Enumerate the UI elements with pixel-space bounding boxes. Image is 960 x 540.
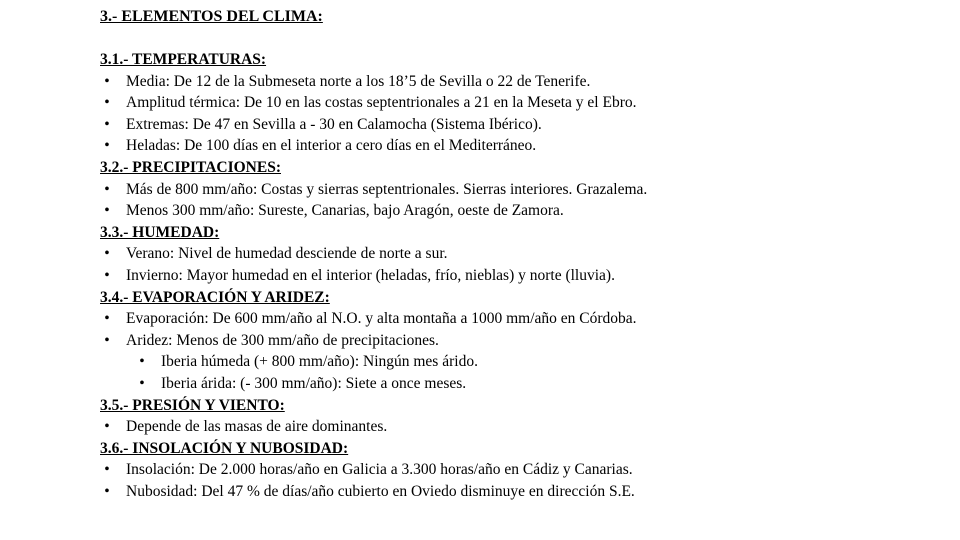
list-item xyxy=(100,114,940,136)
list-item-text: Insolación: De 2.000 horas/año en Galicia a 3.300 horas/año en Cádiz y Canarias. xyxy=(126,461,633,479)
bullet-icon: • xyxy=(104,180,110,198)
bullet-icon: • xyxy=(104,94,110,112)
bullet-icon: • xyxy=(104,137,110,155)
list-item xyxy=(100,308,940,330)
bullet-icon: • xyxy=(104,331,110,349)
list-item-text: Más de 800 mm/año: Costas y sierras septentrionales. Sierras interiores. Grazalema. xyxy=(126,180,648,198)
bullet-icon: • xyxy=(104,461,110,479)
list-item xyxy=(100,71,940,93)
list-item xyxy=(100,135,940,157)
bullet-icon: • xyxy=(104,418,110,436)
sub-list-item-text: Iberia húmeda (+ 800 mm/año): Ningún mes árido. xyxy=(161,353,478,371)
list-item xyxy=(100,179,940,201)
list-item-text: Amplitud térmica: De 10 en las costas septentrionales a 21 en la Meseta y el Ebro. xyxy=(126,94,637,112)
list-item-text: Evaporación: De 600 mm/año al N.O. y alta montaña a 1000 mm/año en Córdoba. xyxy=(126,310,637,328)
list-item-text: Extremas: De 47 en Sevilla a - 30 en Calamocha (Sistema Ibérico). xyxy=(126,115,542,133)
bullet-icon: • xyxy=(139,374,145,392)
list-item xyxy=(100,92,940,114)
bullet-icon: • xyxy=(104,245,110,263)
document xyxy=(100,6,940,502)
list-item xyxy=(100,459,940,481)
bullet-icon: • xyxy=(104,310,110,328)
bullet-icon: • xyxy=(139,353,145,371)
list-item-text: Media: De 12 de la Submeseta norte a los 18’5 de Sevilla o 22 de Tenerife. xyxy=(126,72,591,90)
bullet-icon: • xyxy=(104,115,110,133)
section-heading-evaporacion: 3.4.- EVAPORACIÓN Y ARIDEZ: xyxy=(100,288,330,306)
list-item-text: Nubosidad: Del 47 % de días/año cubierto en Oviedo disminuye en dirección S.E. xyxy=(126,482,635,500)
list-item-text: Heladas: De 100 días en el interior a cero días en el Mediterráneo. xyxy=(126,137,537,155)
sub-list-item xyxy=(100,373,940,395)
list-item xyxy=(100,330,940,352)
list-item xyxy=(100,243,940,265)
list-item-text: Menos 300 mm/año: Sureste, Canarias, bajo Aragón, oeste de Zamora. xyxy=(126,202,564,220)
section-heading-precipitaciones: 3.2.- PRECIPITACIONES: xyxy=(100,158,281,176)
list-item xyxy=(100,416,940,438)
list-item-text: Verano: Nivel de humedad desciende de norte a sur. xyxy=(126,245,448,263)
list-item-text: Aridez: Menos de 300 mm/año de precipitaciones. xyxy=(126,331,439,349)
sub-list-item-text: Iberia árida: (- 300 mm/año): Siete a once meses. xyxy=(161,374,467,392)
bullet-icon: • xyxy=(104,72,110,90)
page-title: 3.- ELEMENTOS DEL CLIMA: xyxy=(100,8,323,25)
section-heading-presion: 3.5.- PRESIÓN Y VIENTO: xyxy=(100,396,285,414)
bullet-icon: • xyxy=(104,266,110,284)
list-item xyxy=(100,200,940,222)
list-item xyxy=(100,265,940,287)
bullet-icon: • xyxy=(104,202,110,220)
list-item-text: Depende de las masas de aire dominantes. xyxy=(126,418,388,436)
section-heading-humedad: 3.3.- HUMEDAD: xyxy=(100,223,220,241)
section-heading-temperaturas: 3.1.- TEMPERATURAS: xyxy=(100,51,267,68)
sub-list-item xyxy=(100,351,940,373)
bullet-icon: • xyxy=(104,482,110,500)
list-item-text: Invierno: Mayor humedad en el interior (heladas, frío, nieblas) y norte (lluvia). xyxy=(126,266,615,284)
section-heading-insolacion: 3.6.- INSOLACIÓN Y NUBOSIDAD: xyxy=(100,439,349,457)
list-item xyxy=(100,481,940,503)
